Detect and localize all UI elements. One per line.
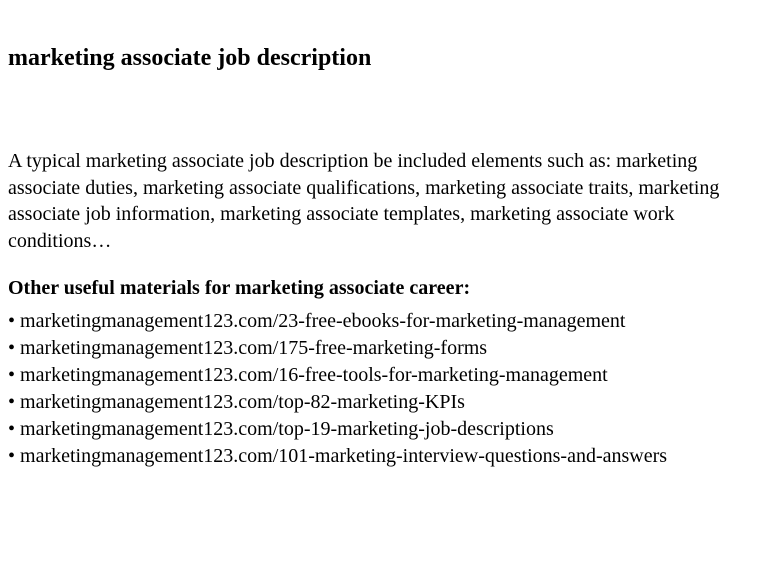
list-item: [8, 308, 748, 335]
bullet-icon: •: [8, 364, 21, 386]
list-item: [8, 389, 748, 416]
material-link[interactable]: marketingmanagement123.com/175-free-marketing-forms: [20, 337, 488, 359]
material-link[interactable]: marketingmanagement123.com/101-marketing-interview-questions-and-answers: [20, 445, 668, 467]
list-item: [8, 362, 748, 389]
material-link[interactable]: marketingmanagement123.com/top-19-marketing-job-descriptions: [20, 418, 554, 440]
bullet-icon: •: [8, 310, 21, 332]
materials-list: [8, 308, 748, 470]
bullet-icon: •: [8, 337, 21, 359]
bullet-icon: •: [8, 391, 21, 413]
material-link[interactable]: marketingmanagement123.com/16-free-tools-for-marketing-management: [20, 364, 608, 386]
material-link[interactable]: marketingmanagement123.com/23-free-ebooks-for-marketing-management: [20, 310, 626, 332]
material-link[interactable]: marketingmanagement123.com/top-82-marketing-KPIs: [20, 391, 465, 413]
bullet-icon: •: [8, 418, 21, 440]
intro-paragraph: A typical marketing associate job description be included elements such as: marketing associate duties, marketing associate qualifications, marketing associate traits, marketing associate job information, marketing associate templates, marketing associate work conditions…: [8, 150, 720, 252]
materials-heading: Other useful materials for marketing associate career:: [8, 277, 471, 299]
bullet-icon: •: [8, 445, 21, 467]
list-item: [8, 443, 748, 470]
list-item: [8, 335, 748, 362]
list-item: [8, 416, 748, 443]
page-title: marketing associate job description: [8, 45, 372, 71]
